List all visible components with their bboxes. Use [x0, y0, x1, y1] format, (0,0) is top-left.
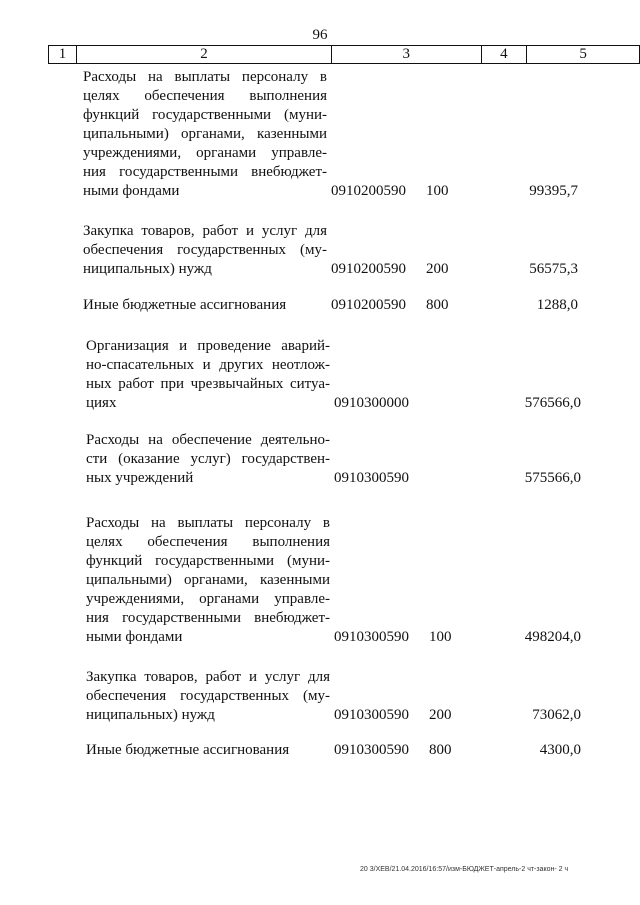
description-line: ниципальных) нужд — [83, 261, 212, 277]
row-amount: 1288,0 — [536, 297, 578, 313]
row-amount: 4300,0 — [539, 742, 581, 758]
header-col-4: 4 — [481, 46, 527, 64]
description-line: Расходы на выплаты персоналу в — [83, 69, 327, 85]
table-row — [83, 296, 578, 315]
row-amount: 576566,0 — [524, 395, 581, 411]
description-line: Расходы на выплаты персоналу в — [86, 515, 330, 531]
row-code: 0910200590 — [331, 297, 406, 313]
row-expense-type: 100 — [426, 183, 449, 199]
description-line: Иные бюджетные ассигнования — [83, 297, 287, 313]
row-code: 0910200590 — [331, 261, 406, 277]
description-line: Организация и проведение аварий- — [86, 338, 330, 354]
description-line: ципальными) органами, казенными — [86, 572, 330, 588]
description-line: но-спасательных и других неотлож- — [86, 357, 330, 373]
description-line: обеспечения государственных (му- — [83, 242, 327, 258]
description-line: ния государственными внебюджет- — [83, 164, 327, 180]
row-description — [86, 668, 330, 725]
row-amount: 73062,0 — [532, 707, 581, 723]
row-description — [83, 68, 327, 201]
row-description — [83, 296, 327, 315]
description-line: циях — [86, 395, 117, 411]
description-line: ния государственными внебюджет- — [86, 610, 330, 626]
row-expense-type: 100 — [429, 629, 452, 645]
header-col-3: 3 — [332, 46, 481, 64]
row-description — [86, 741, 330, 760]
row-expense-type: 200 — [426, 261, 449, 277]
table-row — [86, 337, 581, 413]
description-line: обеспечения государственных (му- — [86, 688, 330, 704]
description-line: целях обеспечения выполнения — [83, 88, 327, 104]
description-line: Иные бюджетные ассигнования — [86, 742, 290, 758]
description-line: учреждениями, органами управле- — [83, 145, 327, 161]
row-code: 0910300000 — [334, 395, 409, 411]
description-line: Расходы на обеспечение деятельно- — [86, 432, 330, 448]
row-code: 0910300590 — [334, 742, 409, 758]
description-line: ных учреждений — [86, 470, 194, 486]
row-expense-type: 800 — [429, 742, 452, 758]
row-amount: 498204,0 — [524, 629, 581, 645]
description-line: Закупка товаров, работ и услуг для — [83, 223, 327, 239]
header-col-1: 1 — [49, 46, 77, 64]
page-number: 96 — [312, 27, 328, 43]
description-line: ными фондами — [86, 629, 183, 645]
description-line: ных работ при чрезвычайных ситуа- — [86, 376, 330, 392]
table-row — [86, 514, 581, 647]
description-line: ными фондами — [83, 183, 180, 199]
description-line: функций государственными (муни- — [86, 553, 330, 569]
table-row — [86, 741, 581, 760]
row-amount: 56575,3 — [529, 261, 578, 277]
footer-file-stamp: 20 3/ХЕВ/21.04.2016/16:57/изм-БЮДЖЕТ-апрель-2 чт-закон- 2 ч — [360, 866, 569, 873]
row-code: 0910200590 — [331, 183, 406, 199]
row-code: 0910300590 — [334, 470, 409, 486]
description-line: функций государственными (муни- — [83, 107, 327, 123]
description-line: Закупка товаров, работ и услуг для — [86, 669, 330, 685]
table-row — [86, 431, 581, 488]
description-line: целях обеспечения выполнения — [86, 534, 330, 550]
row-code: 0910300590 — [334, 629, 409, 645]
row-description — [86, 337, 330, 413]
table-row — [83, 68, 578, 201]
header-col-2: 2 — [76, 46, 331, 64]
row-amount: 99395,7 — [529, 183, 578, 199]
table-row — [83, 222, 578, 279]
description-line: ниципальных) нужд — [86, 707, 215, 723]
row-description — [83, 222, 327, 279]
row-description — [86, 514, 330, 647]
row-amount: 575566,0 — [524, 470, 581, 486]
table-row — [86, 668, 581, 725]
description-line: ципальными) органами, казенными — [83, 126, 327, 142]
row-description — [86, 431, 330, 488]
row-expense-type: 200 — [429, 707, 452, 723]
row-code: 0910300590 — [334, 707, 409, 723]
row-expense-type: 800 — [426, 297, 449, 313]
description-line: сти (оказание услуг) государствен- — [86, 451, 330, 467]
header-col-5: 5 — [527, 46, 640, 64]
table-header — [48, 45, 640, 64]
description-line: учреждениями, органами управле- — [86, 591, 330, 607]
